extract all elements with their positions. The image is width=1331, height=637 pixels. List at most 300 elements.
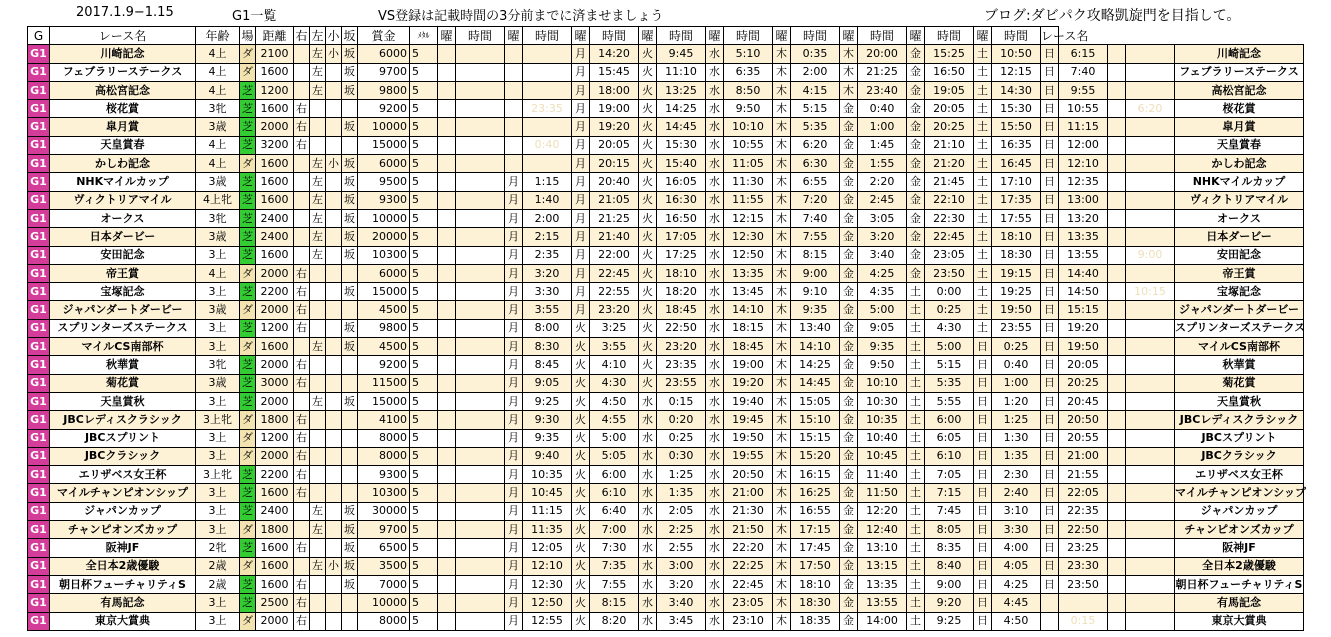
weekday-cell: 木 xyxy=(773,173,791,191)
time-cell xyxy=(1126,228,1175,246)
race-name-right-cell: 阪神JF xyxy=(1175,539,1304,557)
weekday-cell: 木 xyxy=(773,502,791,520)
time-cell: 6:40 xyxy=(590,502,639,520)
weekday-cell: 金 xyxy=(840,118,858,136)
column-header: 曜 xyxy=(572,27,590,45)
weekday-cell: 土 xyxy=(907,612,925,630)
right-turn-cell: 右 xyxy=(294,429,310,447)
column-header: 曜 xyxy=(505,27,523,45)
left-turn-cell xyxy=(310,484,326,502)
slope-cell: 坂 xyxy=(342,45,358,63)
time-cell xyxy=(1126,191,1175,209)
weekday-cell: 木 xyxy=(773,45,791,63)
weekday-cell: 日 xyxy=(1041,264,1059,282)
time-cell: 11:40 xyxy=(858,466,907,484)
small-track-cell: 小 xyxy=(326,155,342,173)
weekday-cell: 木 xyxy=(840,45,858,63)
time-cell: 17:10 xyxy=(992,173,1041,191)
time-cell xyxy=(456,136,505,154)
weekday-cell: 金 xyxy=(907,228,925,246)
time-cell: 12:50 xyxy=(724,246,773,264)
slope-cell xyxy=(342,466,358,484)
time-cell: 19:25 xyxy=(992,283,1041,301)
medal-cell: 5 xyxy=(410,356,438,374)
weekday-cell: 火 xyxy=(639,246,657,264)
weekday-cell: 金 xyxy=(840,191,858,209)
weekday-cell: 水 xyxy=(706,539,724,557)
weekday-cell: 火 xyxy=(572,539,590,557)
column-header: 曜 xyxy=(639,27,657,45)
weekday-cell: 日 xyxy=(1041,557,1059,575)
table-row xyxy=(28,612,1304,630)
time-cell: 4:05 xyxy=(992,557,1041,575)
right-turn-cell xyxy=(294,45,310,63)
time-cell: 21:55 xyxy=(1059,466,1108,484)
time-cell: 17:25 xyxy=(657,246,706,264)
time-cell: 4:25 xyxy=(858,264,907,282)
time-cell: 16:15 xyxy=(791,466,840,484)
time-cell: 9:45 xyxy=(657,45,706,63)
prize-cell: 11500 xyxy=(358,374,410,392)
weekday-cell: 月 xyxy=(572,100,590,118)
time-cell xyxy=(456,45,505,63)
slope-cell xyxy=(342,264,358,282)
race-name-right-cell: オークス xyxy=(1175,209,1304,227)
time-cell: 9:00 xyxy=(1126,246,1175,264)
weekday-cell: 月 xyxy=(505,594,523,612)
weekday-cell: 月 xyxy=(572,81,590,99)
surface-cell: 芝 xyxy=(240,246,256,264)
time-cell: 14:20 xyxy=(590,45,639,63)
time-cell xyxy=(1126,429,1175,447)
distance-cell: 2400 xyxy=(256,209,294,227)
left-turn-cell xyxy=(310,447,326,465)
surface-cell: ダ xyxy=(240,338,256,356)
right-turn-cell: 右 xyxy=(294,356,310,374)
weekday-cell: 木 xyxy=(773,155,791,173)
distance-cell: 2000 xyxy=(256,447,294,465)
weekday-cell: 金 xyxy=(840,557,858,575)
column-header: G xyxy=(28,27,50,45)
column-header: 場 xyxy=(240,27,256,45)
weekday-cell xyxy=(438,301,456,319)
weekday-cell: 金 xyxy=(840,429,858,447)
distance-cell: 2000 xyxy=(256,118,294,136)
weekday-cell xyxy=(438,209,456,227)
weekday-cell: 金 xyxy=(907,155,925,173)
weekday-cell: 金 xyxy=(840,209,858,227)
time-cell xyxy=(1126,356,1175,374)
time-cell: 8:30 xyxy=(523,338,572,356)
time-cell: 18:35 xyxy=(791,612,840,630)
right-turn-cell xyxy=(294,191,310,209)
table-row xyxy=(28,356,1304,374)
time-cell: 15:30 xyxy=(657,136,706,154)
medal-cell: 5 xyxy=(410,45,438,63)
right-turn-cell xyxy=(294,521,310,539)
prize-cell: 9200 xyxy=(358,356,410,374)
race-name-cell: ジャパンダートダービー xyxy=(50,301,196,319)
time-cell: 3:30 xyxy=(992,521,1041,539)
table-row xyxy=(28,191,1304,209)
time-cell: 20:45 xyxy=(1059,392,1108,410)
weekday-cell xyxy=(438,612,456,630)
weekday-cell: 水 xyxy=(706,466,724,484)
weekday-cell: 日 xyxy=(974,502,992,520)
time-cell: 10:55 xyxy=(1059,100,1108,118)
prize-cell: 8000 xyxy=(358,447,410,465)
time-cell: 13:40 xyxy=(791,319,840,337)
race-name-cell: 秋華賞 xyxy=(50,356,196,374)
small-track-cell xyxy=(326,356,342,374)
weekday-cell: 水 xyxy=(639,429,657,447)
small-track-cell xyxy=(326,173,342,191)
left-turn-cell xyxy=(310,136,326,154)
table-row xyxy=(28,63,1304,81)
weekday-cell: 月 xyxy=(572,264,590,282)
weekday-cell: 金 xyxy=(840,338,858,356)
weekday-cell: 月 xyxy=(572,191,590,209)
weekday-cell: 火 xyxy=(639,45,657,63)
weekday-cell: 金 xyxy=(840,283,858,301)
time-cell: 5:00 xyxy=(590,429,639,447)
medal-cell: 5 xyxy=(410,502,438,520)
time-cell: 9:40 xyxy=(523,447,572,465)
race-name-cell: 桜花賞 xyxy=(50,100,196,118)
weekday-cell: 金 xyxy=(840,319,858,337)
race-name-right-cell: 秋華賞 xyxy=(1175,356,1304,374)
time-cell: 2:20 xyxy=(858,173,907,191)
table-row xyxy=(28,575,1304,593)
table-row xyxy=(28,118,1304,136)
time-cell: 3:25 xyxy=(590,319,639,337)
weekday-cell xyxy=(438,45,456,63)
time-cell: 20:40 xyxy=(590,173,639,191)
weekday-cell: 火 xyxy=(639,319,657,337)
time-cell: 21:25 xyxy=(858,63,907,81)
time-cell: 19:05 xyxy=(925,81,974,99)
weekday-cell: 土 xyxy=(974,319,992,337)
time-cell: 10:35 xyxy=(858,411,907,429)
time-cell: 23:05 xyxy=(925,246,974,264)
weekday-cell: 水 xyxy=(706,521,724,539)
weekday-cell: 木 xyxy=(773,319,791,337)
medal-cell: 5 xyxy=(410,575,438,593)
left-turn-cell xyxy=(310,429,326,447)
surface-cell: 芝 xyxy=(240,575,256,593)
time-cell xyxy=(456,228,505,246)
age-cell: 3上 xyxy=(196,283,240,301)
age-cell: 3歳 xyxy=(196,301,240,319)
time-cell: 12:10 xyxy=(1059,155,1108,173)
time-cell: 7:15 xyxy=(925,484,974,502)
weekday-cell: 月 xyxy=(505,283,523,301)
grade-cell: G1 xyxy=(28,81,50,99)
time-cell: 21:20 xyxy=(925,155,974,173)
weekday-cell: 水 xyxy=(706,246,724,264)
weekday-cell: 土 xyxy=(907,356,925,374)
column-header: 右 xyxy=(294,27,310,45)
prize-cell: 6000 xyxy=(358,264,410,282)
left-turn-cell: 左 xyxy=(310,228,326,246)
time-cell: 1:35 xyxy=(992,447,1041,465)
time-cell: 12:15 xyxy=(724,209,773,227)
time-cell: 1:35 xyxy=(657,484,706,502)
time-cell: 22:25 xyxy=(724,557,773,575)
race-name-cell: 天皇賞春 xyxy=(50,136,196,154)
weekday-cell: 月 xyxy=(505,539,523,557)
time-cell: 9:50 xyxy=(858,356,907,374)
time-cell xyxy=(456,557,505,575)
race-name-right-cell: JBCクラシック xyxy=(1175,447,1304,465)
weekday-cell: 金 xyxy=(840,447,858,465)
prize-cell: 6000 xyxy=(358,45,410,63)
weekday-cell xyxy=(438,136,456,154)
weekday-cell xyxy=(438,502,456,520)
sheet-header xyxy=(0,0,1331,26)
left-turn-cell xyxy=(310,575,326,593)
time-cell: 10:40 xyxy=(858,429,907,447)
weekday-cell: 水 xyxy=(706,155,724,173)
weekday-cell: 日 xyxy=(1041,447,1059,465)
time-cell xyxy=(523,118,572,136)
race-name-cell: 高松宮記念 xyxy=(50,81,196,99)
right-turn-cell xyxy=(294,209,310,227)
race-name-right-cell: 全日本2歳優駿 xyxy=(1175,557,1304,575)
time-cell xyxy=(1126,136,1175,154)
date-range: 2017.1.9−1.15 xyxy=(76,5,174,20)
age-cell: 3上牝 xyxy=(196,411,240,429)
right-turn-cell: 右 xyxy=(294,575,310,593)
surface-cell: 芝 xyxy=(240,392,256,410)
time-cell xyxy=(456,356,505,374)
left-turn-cell: 左 xyxy=(310,557,326,575)
weekday-cell xyxy=(438,100,456,118)
weekday-cell: 金 xyxy=(907,100,925,118)
weekday-cell: 土 xyxy=(974,228,992,246)
time-cell: 0:00 xyxy=(925,283,974,301)
time-cell: 2:55 xyxy=(657,539,706,557)
weekday-cell: 月 xyxy=(505,319,523,337)
small-track-cell xyxy=(326,429,342,447)
time-cell: 22:45 xyxy=(590,264,639,282)
small-track-cell xyxy=(326,539,342,557)
grade-cell: G1 xyxy=(28,521,50,539)
time-cell: 18:45 xyxy=(657,301,706,319)
weekday-cell: 土 xyxy=(907,338,925,356)
weekday-cell: 木 xyxy=(773,557,791,575)
weekday-cell: 水 xyxy=(706,575,724,593)
weekday-cell: 火 xyxy=(639,356,657,374)
weekday-cell: 土 xyxy=(974,209,992,227)
time-cell: 4:10 xyxy=(590,356,639,374)
prize-cell: 10300 xyxy=(358,484,410,502)
grade-cell: G1 xyxy=(28,411,50,429)
race-name-cell: オークス xyxy=(50,209,196,227)
time-cell: 19:45 xyxy=(724,411,773,429)
age-cell: 4上 xyxy=(196,63,240,81)
table-row xyxy=(28,502,1304,520)
weekday-cell xyxy=(1108,411,1126,429)
time-cell: 0:40 xyxy=(992,356,1041,374)
distance-cell: 2400 xyxy=(256,228,294,246)
table-row xyxy=(28,411,1304,429)
grade-cell: G1 xyxy=(28,612,50,630)
time-cell: 9:10 xyxy=(791,283,840,301)
weekday-cell: 金 xyxy=(907,63,925,81)
weekday-cell: 土 xyxy=(907,557,925,575)
time-cell: 3:45 xyxy=(657,612,706,630)
time-cell xyxy=(1126,539,1175,557)
race-name-cell: マイルCS南部杯 xyxy=(50,338,196,356)
time-cell: 9:25 xyxy=(925,612,974,630)
age-cell: 3上 xyxy=(196,319,240,337)
column-header: 坂 xyxy=(342,27,358,45)
race-name-cell: フェブラリーステークス xyxy=(50,63,196,81)
small-track-cell xyxy=(326,319,342,337)
slope-cell xyxy=(342,136,358,154)
slope-cell: 坂 xyxy=(342,173,358,191)
distance-cell: 1600 xyxy=(256,173,294,191)
weekday-cell: 土 xyxy=(907,392,925,410)
time-cell xyxy=(456,502,505,520)
time-cell: 3:55 xyxy=(590,338,639,356)
medal-cell: 5 xyxy=(410,63,438,81)
small-track-cell xyxy=(326,374,342,392)
weekday-cell: 木 xyxy=(773,447,791,465)
prize-cell: 6500 xyxy=(358,539,410,557)
time-cell: 9:00 xyxy=(791,264,840,282)
time-cell: 21:25 xyxy=(590,209,639,227)
weekday-cell xyxy=(438,557,456,575)
table-row xyxy=(28,392,1304,410)
weekday-cell: 火 xyxy=(572,447,590,465)
weekday-cell xyxy=(438,338,456,356)
weekday-cell: 月 xyxy=(572,301,590,319)
weekday-cell: 火 xyxy=(572,411,590,429)
slope-cell: 坂 xyxy=(342,392,358,410)
weekday-cell: 火 xyxy=(572,557,590,575)
weekday-cell: 月 xyxy=(505,612,523,630)
distance-cell: 1800 xyxy=(256,411,294,429)
distance-cell: 2500 xyxy=(256,594,294,612)
time-cell: 11:10 xyxy=(657,63,706,81)
weekday-cell xyxy=(1108,81,1126,99)
weekday-cell xyxy=(1108,575,1126,593)
time-cell: 1:15 xyxy=(523,173,572,191)
small-track-cell xyxy=(326,209,342,227)
weekday-cell xyxy=(438,191,456,209)
weekday-cell: 水 xyxy=(706,319,724,337)
weekday-cell: 金 xyxy=(907,191,925,209)
small-track-cell xyxy=(326,264,342,282)
table-row xyxy=(28,466,1304,484)
weekday-cell: 火 xyxy=(639,191,657,209)
medal-cell: 5 xyxy=(410,173,438,191)
weekday-cell: 金 xyxy=(840,155,858,173)
time-cell: 10:45 xyxy=(858,447,907,465)
weekday-cell: 月 xyxy=(505,228,523,246)
distance-cell: 1600 xyxy=(256,575,294,593)
age-cell: 3歳 xyxy=(196,374,240,392)
sheet-title: G1一覧 xyxy=(232,9,277,24)
time-cell xyxy=(456,411,505,429)
weekday-cell xyxy=(1108,100,1126,118)
right-turn-cell: 右 xyxy=(294,411,310,429)
grade-cell: G1 xyxy=(28,484,50,502)
race-name-cell: かしわ記念 xyxy=(50,155,196,173)
time-cell: 5:15 xyxy=(925,356,974,374)
surface-cell: 芝 xyxy=(240,81,256,99)
small-track-cell xyxy=(326,466,342,484)
small-track-cell xyxy=(326,100,342,118)
medal-cell: 5 xyxy=(410,191,438,209)
weekday-cell: 月 xyxy=(572,246,590,264)
left-turn-cell: 左 xyxy=(310,63,326,81)
time-cell: 21:45 xyxy=(925,173,974,191)
weekday-cell: 木 xyxy=(773,374,791,392)
time-cell: 14:40 xyxy=(1059,264,1108,282)
weekday-cell: 火 xyxy=(639,209,657,227)
weekday-cell xyxy=(505,155,523,173)
weekday-cell: 水 xyxy=(639,502,657,520)
small-track-cell xyxy=(326,594,342,612)
left-turn-cell: 左 xyxy=(310,338,326,356)
column-header: 距離 xyxy=(256,27,294,45)
time-cell: 2:35 xyxy=(523,246,572,264)
table-row xyxy=(28,209,1304,227)
time-cell: 16:55 xyxy=(791,502,840,520)
time-cell: 22:05 xyxy=(1059,484,1108,502)
time-cell: 8:40 xyxy=(925,557,974,575)
weekday-cell: 月 xyxy=(505,392,523,410)
left-turn-cell xyxy=(310,612,326,630)
table-row xyxy=(28,319,1304,337)
time-cell: 3:10 xyxy=(992,502,1041,520)
weekday-cell: 木 xyxy=(773,100,791,118)
time-cell: 13:35 xyxy=(858,575,907,593)
time-cell: 8:50 xyxy=(724,81,773,99)
time-cell xyxy=(456,100,505,118)
weekday-cell: 水 xyxy=(706,374,724,392)
weekday-cell xyxy=(438,429,456,447)
prize-cell: 9800 xyxy=(358,319,410,337)
weekday-cell: 日 xyxy=(1041,283,1059,301)
time-cell: 8:20 xyxy=(590,612,639,630)
race-name-right-cell: 天皇賞秋 xyxy=(1175,392,1304,410)
weekday-cell: 日 xyxy=(1041,319,1059,337)
column-header: 曜 xyxy=(773,27,791,45)
table-row xyxy=(28,594,1304,612)
grade-cell: G1 xyxy=(28,374,50,392)
weekday-cell: 火 xyxy=(639,283,657,301)
time-cell: 7:40 xyxy=(1059,63,1108,81)
time-cell: 3:20 xyxy=(858,228,907,246)
weekday-cell: 月 xyxy=(572,283,590,301)
weekday-cell: 木 xyxy=(773,264,791,282)
weekday-cell: 日 xyxy=(1041,411,1059,429)
weekday-cell: 日 xyxy=(974,612,992,630)
time-cell: 16:50 xyxy=(657,209,706,227)
grade-cell: G1 xyxy=(28,136,50,154)
weekday-cell: 月 xyxy=(505,246,523,264)
race-name-cell: ヴィクトリアマイル xyxy=(50,191,196,209)
weekday-cell xyxy=(1108,374,1126,392)
time-cell: 17:15 xyxy=(791,521,840,539)
time-cell xyxy=(456,539,505,557)
table-row xyxy=(28,264,1304,282)
time-cell: 15:50 xyxy=(992,118,1041,136)
